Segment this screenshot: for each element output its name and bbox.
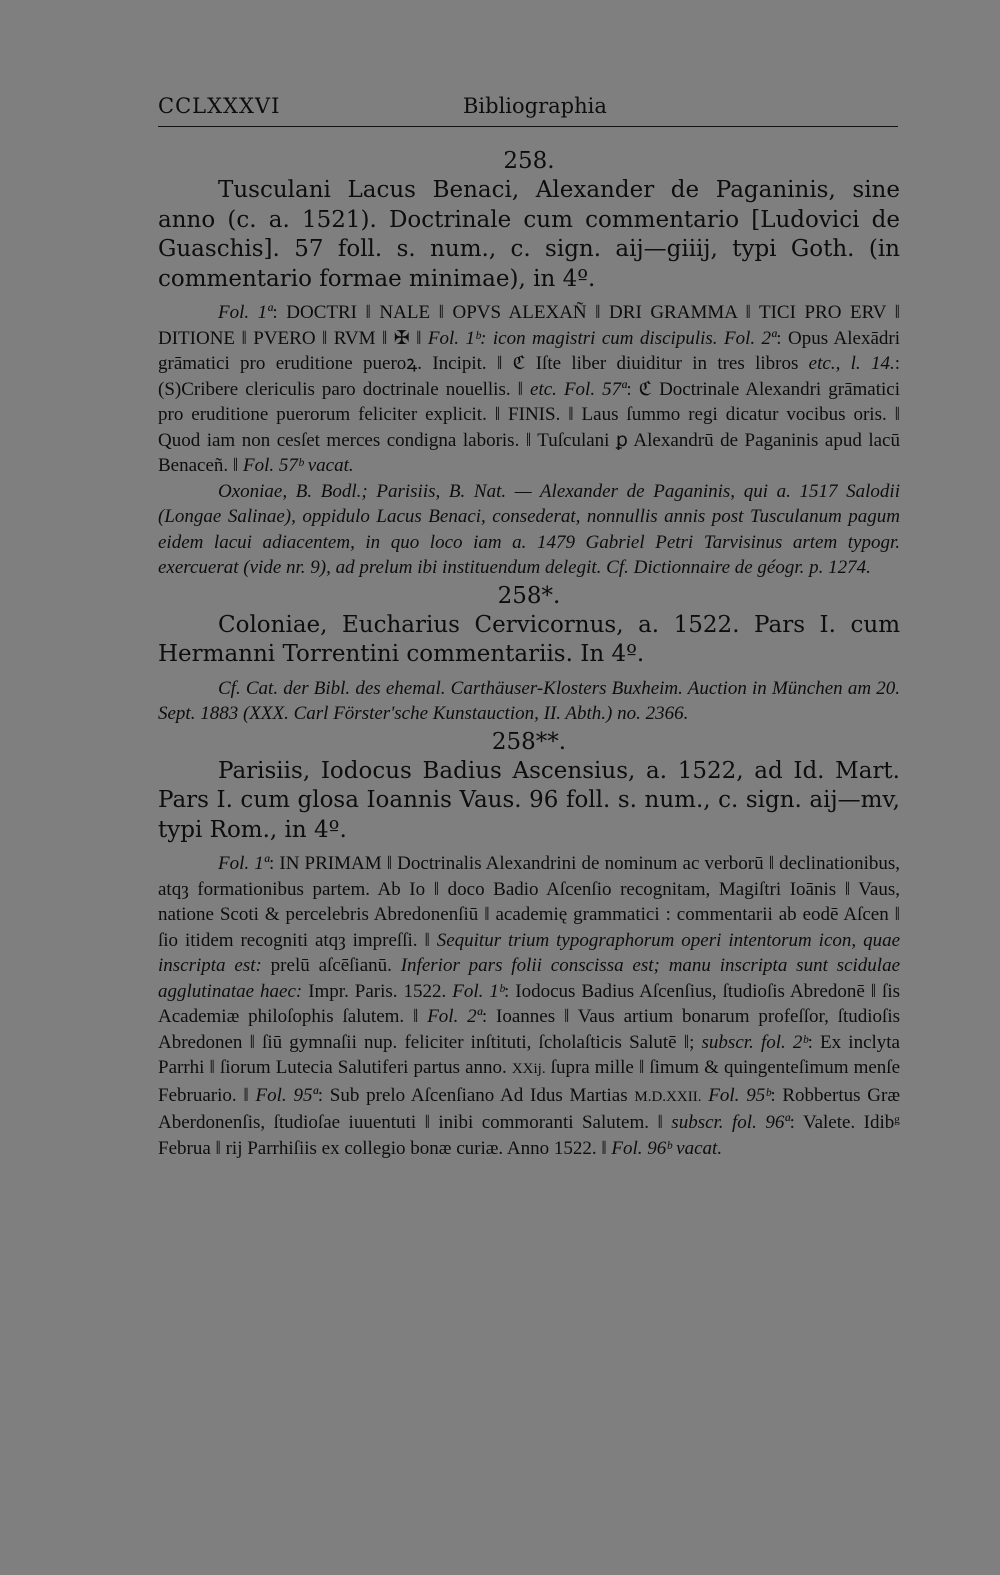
folio-ref: subscr. fol. 96ª <box>671 1112 790 1133</box>
folio-ref: Fol. 95ᵇ <box>708 1084 771 1106</box>
folio-note: Fol. 96ᵇ vacat. <box>611 1137 723 1159</box>
folio-ref: Fol. 1ª <box>218 302 273 323</box>
entry-description-258 <box>158 300 900 479</box>
small-caps-text: M.D.XXII. <box>634 1088 702 1105</box>
transcription: : IN PRIMAM ‖ Doctrinalis Alexandrini de nominum ac verborū ‖ declinationibus, atqȝ formationibus partem. Ab Io ‖ doco Badio Aſcenſio recognitam, Magiſtri Ioānis ‖ Vaus, natione Scoti & percelebris Abredonenſiū ‖ academię grammatici : commentarii ab eodē Aſcen ‖ ſio itidem recogniti atqȝ impreſſi. ‖ <box>158 853 900 951</box>
entry-notes-258-star <box>158 676 900 727</box>
running-header <box>158 92 898 127</box>
transcription: : Opus Alexādri grāmatici pro eruditione pueroꝝ. Incipit. ‖ ℭ Iſte liber diuiditur in tres libros <box>158 327 901 374</box>
transcription: ſupra mille ‖ ſimum & quingenteſimum menſe Februario. ‖ <box>158 1057 900 1106</box>
folio-ref: Fol. 95ª <box>255 1084 318 1106</box>
page-body <box>158 146 900 1161</box>
folio-ref: subscr. fol. 2ᵇ <box>701 1031 808 1053</box>
transcription: : Valete. Idibᵍ Februa ‖ rij Parrhiſiis ex collegio bonæ curiæ. Anno 1522. ‖ <box>158 1112 900 1159</box>
entry-title-258: Tusculani Lacus Benaci, Alexander de Paganinis, sine anno (c. a. 1521). Doctrinale cum commentario [Ludovici de Guaschis]. 57 foll. s. num., c. sign. aij—giiij, typi Goth. (in commentario formae minimae), in 4º. <box>158 177 900 292</box>
folio-note: Sequitur trium typographorum operi intentorum icon, quae inscripta est: <box>158 929 901 976</box>
transcription: : Iodocus Badius Aſcenſius, ſtudioſis Abredonē ‖ ſis Academiæ philoſophis ſalutem. ‖ <box>158 980 901 1027</box>
small-caps-text: XXij. <box>511 1061 546 1077</box>
transcription: : Sub prelo Aſcenſiano Ad Idus Martias <box>317 1084 635 1106</box>
notes-text: Cf. Cat. der Bibl. des ehemal. Carthäuser-Klosters Buxheim. Auction in München am 20. Sept. 1883 (XXX. Carl Förster'sche Kunstauction, II. Abth.) no. 2366. <box>158 677 900 724</box>
running-title: Bibliographia <box>463 94 607 118</box>
folio-note: Fol. 1ᵇ: icon magistri cum discipulis. Fol. 2ª <box>427 327 777 349</box>
transcription: : Robbertus Græ Aberdonenſis, ſtudioſae iuuentuti ‖ inibi commoranti Salutem. ‖ <box>158 1084 901 1133</box>
transcription: : DOCTRI ‖ NALE ‖ OPVS ALEXAÑ ‖ DRI GRAMMA ‖ TICI PRO ERV ‖ DITIONE ‖ PVERO ‖ RVM ‖ ✠ ‖ <box>158 302 900 349</box>
entry-notes-258 <box>158 479 900 581</box>
transcription: : Ex inclyta Parrhi ‖ ſiorum Lutecia Salutiferi partus anno. <box>158 1031 900 1078</box>
entry-number-258-double-star: 258**. <box>491 728 567 755</box>
entry-number-258: 258. <box>503 148 555 174</box>
page-number: CCLXXXVI <box>158 94 281 118</box>
transcription: Impr. Paris. 1522. <box>302 980 453 1002</box>
entry-title-258-double-star: Parisiis, Iodocus Badius Ascensius, a. 1522, ad Id. Mart. Pars I. cum glosa Ioannis Vaus. 96 foll. s. num., c. sign. aij—mv, typi Rom., in 4º. <box>158 757 900 843</box>
entry-number-258-star: 258*. <box>497 582 561 609</box>
notes-text: Oxoniae, B. Bodl.; Parisiis, B. Nat. — Alexander de Paganinis, qui a. 1517 Salodii (Longae Salinae), oppidulo Lacus Benaci, consederat, nonnullis annis post Tusculanum pagum eidem lacui adiacentem, in quo loco iam a. 1479 Gabriel Petri Tarvisinus artem typogr. exercuerat (vide nr. 9), ad prelum ibi instituendum delegit. Cf. Dictionnaire de géogr. p. 1274. <box>158 480 900 578</box>
folio-note: etc., l. 14. <box>808 353 895 374</box>
transcription: : ℭ Doctrinale Alexandri grāmatici pro eruditione puerorum feliciter explicit. ‖ FINIS. ‖ Laus ſummo regi dicatur vocibus oris. ‖ Quod iam non cesſet merces condigna laboris. ‖ Tuſculani ꝑ Alexandrū de Paganinis apud lacū Benaceñ. ‖ <box>158 378 900 476</box>
transcription: : Ioannes ‖ Vaus artium bonarum profeſſor, ſtudioſis Abredonen ‖ ſiū gymnaſii nup. feliciter inſtituti, ſcholaſticis Salutē ‖; <box>158 1006 900 1053</box>
folio-ref: etc. Fol. 57ª <box>530 378 627 400</box>
folio-note: Inferior pars folii conscissa est; manu inscripta sunt scidulae agglutinatae haec: <box>158 955 901 1002</box>
folio-note: Fol. 57ᵇ vacat. <box>243 455 354 476</box>
folio-ref: Fol. 1ª <box>218 853 269 874</box>
folio-ref: Fol. 1ᵇ <box>452 980 504 1002</box>
folio-ref: Fol. 2ª <box>427 1006 482 1027</box>
transcription: : (S)Cribere clericulis paro doctrinale nouellis. ‖ <box>158 353 901 400</box>
entry-title-258-star: Coloniae, Eucharius Cervicornus, a. 1522. Pars I. cum Hermanni Torrentini commentariis. In 4º. <box>158 611 900 667</box>
entry-description-258-double-star <box>158 851 900 1161</box>
transcription: prelū aſcēſianū. <box>261 955 401 976</box>
